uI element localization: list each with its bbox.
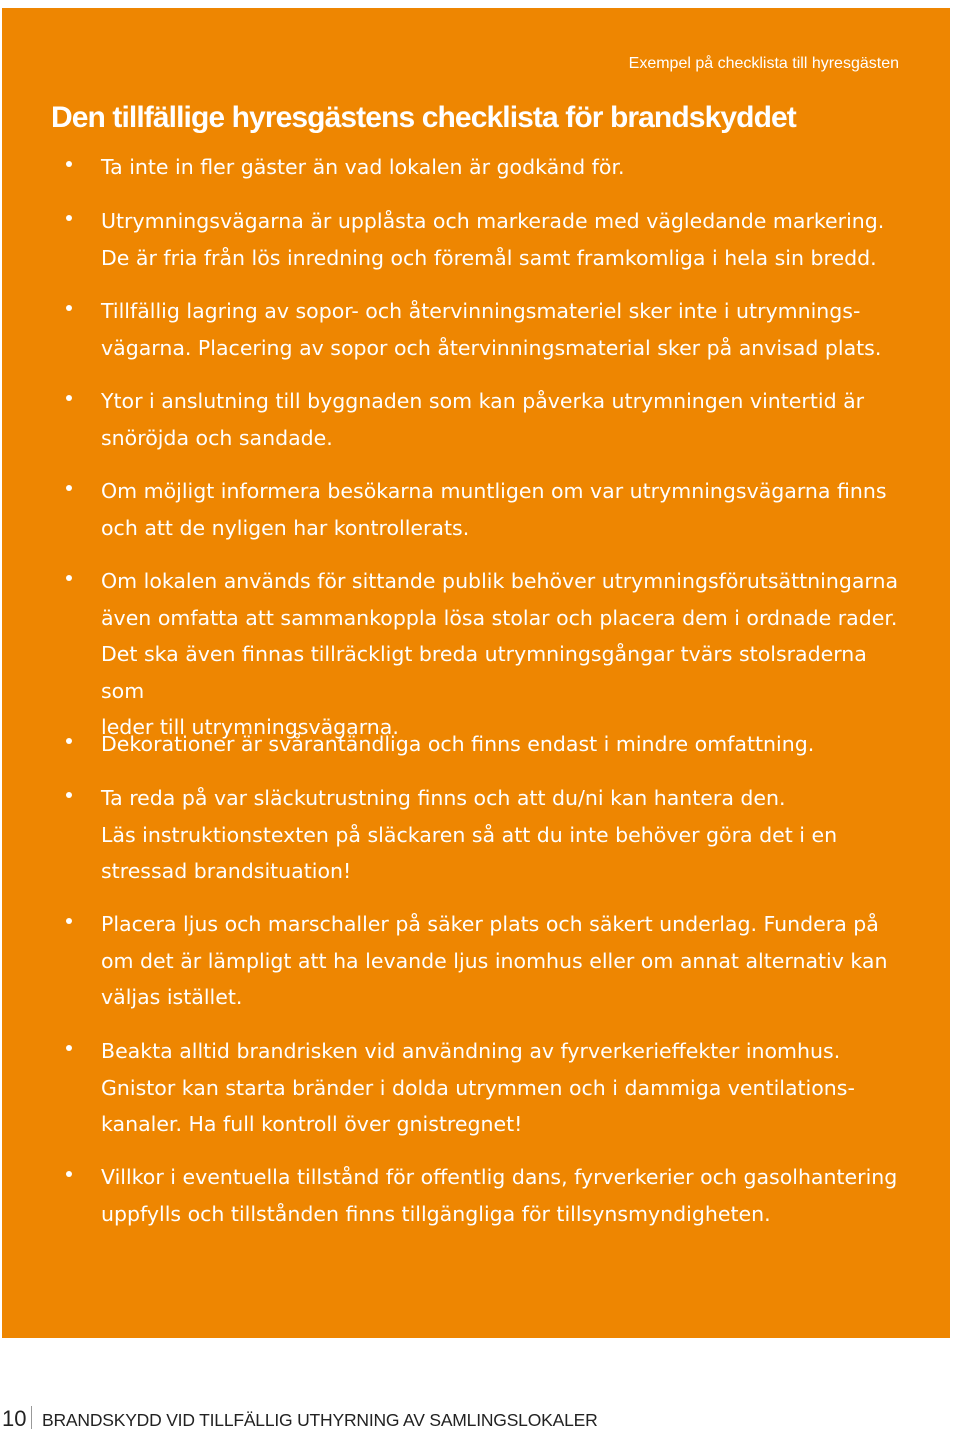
checklist-item-text: Ta reda på var släckutrustning finns och att du/ni kan hantera den. Läs instruktionstexten på släckaren så att du inte behöver göra det i en stressad brandsituation! [101,786,838,883]
checklist-item [101,383,916,456]
bullet-icon [66,738,72,744]
bullet-icon [66,161,72,167]
footer-document-title: BRANDSKYDD VID TILLFÄLLIG UTHYRNING AV SAMLINGSLOKALER [42,1410,598,1430]
checklist-item [101,473,916,546]
bullet-icon [66,792,72,798]
page-number: 10 [2,1406,27,1431]
checklist-item-text: Ta inte in fler gäster än vad lokalen är godkänd för. [101,155,625,179]
checklist-item-text: Om möjligt informera besökarna muntligen om var utrymningsvägarna finns och att de nyligen har kontrollerats. [101,479,887,540]
bullet-icon [66,215,72,221]
checklist-item-text: Om lokalen används för sittande publik behöver utrymningsförutsättningarna även omfatta att sammankoppla lösa stolar och placera dem i ordnade rader. Det ska även finnas tillräckligt breda utrymningsgångar tvärs stolsraderna som leder till utrymningsvägarna. [101,569,899,739]
checklist-item [101,906,916,1016]
checklist-item [101,1033,916,1143]
footer-divider [31,1406,32,1429]
bullet-icon [66,485,72,491]
running-head: Exempel på checklista till hyresgästen [628,55,899,72]
checklist-item-text: Tillfällig lagring av sopor- och återvinningsmateriel sker inte i utrymnings- vägarna. Placering av sopor och återvinningsmaterial sker på anvisad plats. [101,299,882,360]
checklist-item [101,293,916,366]
checklist-item [101,149,916,186]
checklist-item-text: Beakta alltid brandrisken vid användning av fyrverkerieffekter inomhus. Gnistor kan starta bränder i dolda utrymmen och i dammiga ventilations- kanaler. Ha full kontroll över gnistregnet! [101,1039,855,1136]
page-title: Den tillfällige hyresgästens checklista för brandskyddet [51,101,796,134]
checklist-item-text: Ytor i anslutning till byggnaden som kan påverka utrymningen vintertid är snöröjda och sandade. [101,389,865,450]
checklist-item [101,563,916,746]
checklist-item-text: Villkor i eventuella tillstånd för offentlig dans, fyrverkerier och gasolhantering uppfylls och tillstånden finns tillgängliga för tillsynsmyndigheten. [101,1165,898,1226]
checklist-item-text: Dekorationer är svårantändliga och finns endast i mindre omfattning. [101,732,815,756]
bullet-icon [66,395,72,401]
checklist-item [101,726,916,763]
page-footer [0,1406,960,1433]
bullet-icon [66,305,72,311]
bullet-icon [66,918,72,924]
checklist-item-text: Placera ljus och marschaller på säker plats och säkert underlag. Fundera på om det är lämpligt att ha levande ljus inomhus eller om annat alternativ kan väljas istället. [101,912,888,1009]
bullet-icon [66,575,72,581]
bullet-icon [66,1045,72,1051]
checklist-item [101,780,916,890]
checklist-item [101,1159,916,1232]
checklist-item [101,203,916,276]
bullet-icon [66,1171,72,1177]
checklist-item-text: Utrymningsvägarna är upplåsta och markerade med vägledande markering. De är fria från lös inredning och föremål samt framkomliga i hela sin bredd. [101,209,885,270]
